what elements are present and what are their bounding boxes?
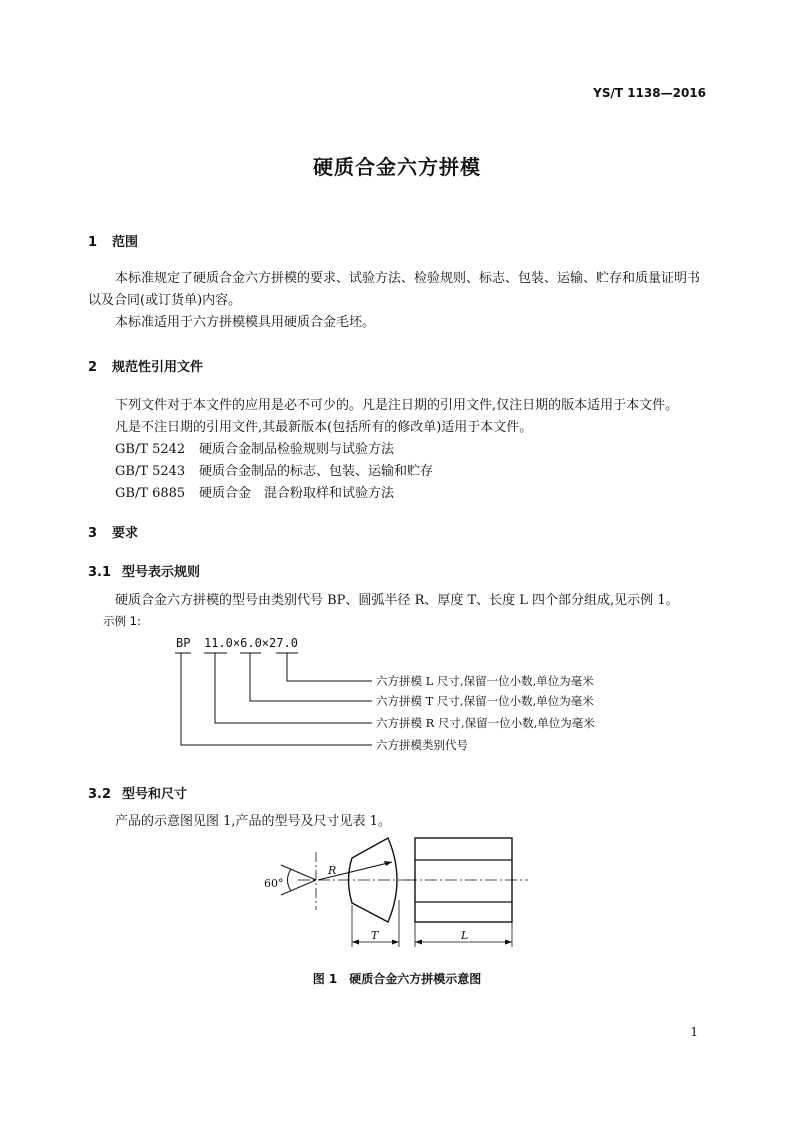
example-label: 示例 1:: [103, 614, 141, 628]
page-number: 1: [690, 1025, 698, 1039]
callout-r-dimension: 六方拼模 R 尺寸,保留一位小数,单位为毫米: [376, 716, 595, 730]
reference-title: 硬质合金 混合粉取样和试验方法: [199, 486, 395, 501]
paragraph: 下列文件对于本文件的应用是必不可少的。凡是注日期的引用文件,仅注日期的版本适用于本文件。: [115, 398, 679, 413]
paragraph: 产品的示意图见图 1,产品的型号及尺寸见表 1。: [115, 814, 391, 829]
section-3-2-heading: [88, 783, 187, 802]
reference-title: 硬质合金制品的标志、包装、运输和贮存: [199, 464, 434, 479]
section-number: 2: [88, 360, 98, 375]
figure-caption: 图 1 硬质合金六方拼模示意图: [312, 972, 482, 986]
paragraph: 硬质合金六方拼模的型号由类别代号 BP、圆弧半径 R、厚度 T、长度 L 四个部分组成,见示例 1。: [115, 593, 679, 608]
reference-title: 硬质合金制品检验规则与试验方法: [199, 442, 395, 457]
callout-t-dimension: 六方拼模 T 尺寸,保留一位小数,单位为毫米: [376, 694, 594, 708]
reference-code: GB/T 5242: [115, 442, 186, 457]
section-title: 要求: [112, 526, 139, 541]
page-title: 硬质合金六方拼模: [313, 155, 481, 179]
section-number: 3.1: [88, 565, 112, 580]
length-label: L: [461, 929, 469, 942]
section-number: 1: [88, 235, 98, 250]
code-dimensions: 11.0×6.0×27.0: [204, 636, 298, 650]
section-number: 3: [88, 526, 98, 541]
reference-code: GB/T 5243: [115, 464, 186, 479]
standard-number: YS/T 1138—2016: [593, 86, 706, 100]
section-title: 范围: [112, 235, 139, 250]
angle-label: 60°: [264, 877, 284, 890]
reference-code: GB/T 6885: [115, 486, 186, 501]
section-title: 规范性引用文件: [112, 360, 204, 375]
thickness-label: T: [371, 929, 379, 942]
callout-type-code: 六方拼模类别代号: [376, 738, 468, 752]
section-title: 型号和尺寸: [122, 787, 188, 802]
section-number: 3.2: [88, 787, 112, 802]
callout-l-dimension: 六方拼模 L 尺寸,保留一位小数,单位为毫米: [376, 674, 594, 688]
code-prefix: BP: [176, 636, 191, 650]
radius-label: R: [328, 864, 337, 877]
paragraph: 本标准规定了硬质合金六方拼模的要求、试验方法、检验规则、标志、包装、运输、贮存和质量证明书: [115, 271, 701, 286]
paragraph: 本标准适用于六方拼模模具用硬质合金毛坯。: [115, 315, 376, 330]
paragraph-continuation: 以及合同(或订货单)内容。: [88, 293, 242, 308]
section-title: 型号表示规则: [122, 565, 201, 580]
paragraph-continuation: 凡是不注日期的引用文件,其最新版本(包括所有的修改单)适用于本文件。: [115, 420, 533, 435]
